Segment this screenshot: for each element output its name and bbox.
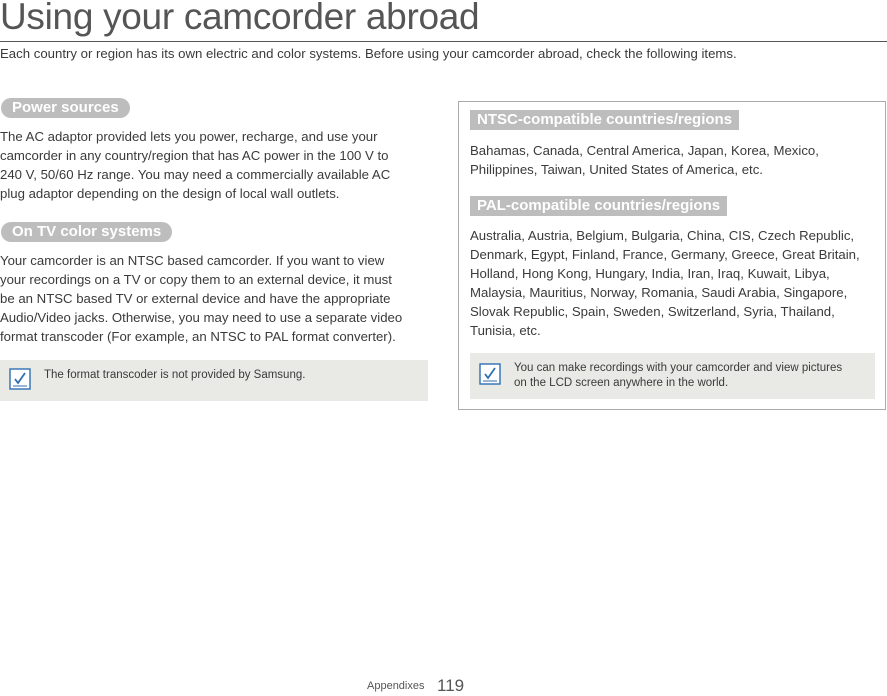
pal-line: Denmark, Egypt, Finland, France, Germany, Greece, Great Britain,: [470, 247, 860, 262]
power-line: plug adaptor depending on the design of local wall outlets.: [0, 186, 340, 201]
page-title: Using your camcorder abroad: [0, 0, 480, 37]
pal-line: Slovak Republic, Spain, Sweden, Switzerland, Syria, Thailand,: [470, 304, 835, 319]
power-line: camcorder in any country/region that has AC power in the 100 V to: [0, 148, 389, 163]
title-divider: [0, 41, 887, 42]
note-line: You can make recordings with your camcorder and view pictures: [514, 362, 843, 374]
note-pencil-icon: [9, 368, 31, 390]
intro-text: Each country or region has its own electric and color systems. Before using your camcorder abroad, check the following items.: [0, 46, 737, 61]
ntsc-line: Bahamas, Canada, Central America, Japan, Korea, Mexico,: [470, 143, 819, 158]
ntsc-line: Philippines, Taiwan, United States of America, etc.: [470, 162, 763, 177]
ntsc-countries-text: [470, 141, 880, 179]
tv-line: your recordings on a TV or copy them to an external device, it must: [0, 272, 392, 287]
footer-section-label: Appendixes: [367, 680, 425, 692]
note-text-right: [514, 361, 842, 391]
note-pencil-icon: [479, 363, 501, 385]
pal-line: Holland, Hong Kong, Hungary, India, Iran, Iraq, Kuwait, Libya,: [470, 266, 830, 281]
tv-color-systems-text: [0, 251, 440, 346]
pal-line: Tunisia, etc.: [470, 323, 541, 338]
power-sources-text: [0, 127, 430, 203]
note-box-left: [0, 360, 428, 401]
tv-line: format transcoder (For example, an NTSC to PAL format converter).: [0, 329, 396, 344]
note-text-left: The format transcoder is not provided by Samsung.: [44, 369, 306, 381]
power-line: The AC adaptor provided lets you power, recharge, and use your: [0, 129, 378, 144]
page-number: 119: [437, 676, 465, 695]
note-box-right: [470, 353, 875, 399]
tv-line: Audio/Video jacks. Otherwise, you may need to use a separate video: [0, 310, 403, 325]
pal-heading: PAL-compatible countries/regions: [470, 196, 727, 216]
power-sources-heading: Power sources: [1, 98, 130, 118]
power-line: 240 V, 50/60 Hz range. You may need a commercially available AC: [0, 167, 391, 182]
tv-line: be an NTSC based TV or external device and have the appropriate: [0, 291, 391, 306]
ntsc-heading: NTSC-compatible countries/regions: [470, 110, 739, 130]
pal-countries-text: [470, 226, 886, 340]
tv-line: Your camcorder is an NTSC based camcorder. If you want to view: [0, 253, 385, 268]
tv-color-systems-heading: On TV color systems: [1, 222, 172, 242]
country-systems-box: [458, 101, 886, 410]
note-line: on the LCD screen anywhere in the world.: [514, 377, 729, 389]
pal-line: Australia, Austria, Belgium, Bulgaria, China, CIS, Czech Republic,: [470, 228, 855, 243]
pal-line: Malaysia, Mauritius, Norway, Romania, Saudi Arabia, Singapore,: [470, 285, 848, 300]
